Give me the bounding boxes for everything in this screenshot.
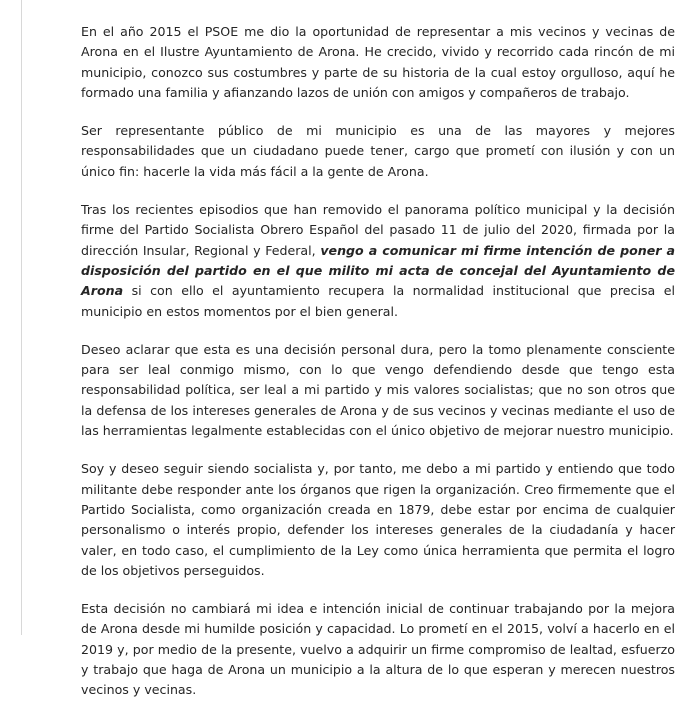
paragraph-3-emphasis: vengo a comunicar mi firme intención de poner a disposición del partido en el que milito mi acta de concejal del Ayuntamiento de Arona bbox=[81, 242, 675, 299]
letter-body bbox=[81, 22, 675, 701]
paragraph-3-outro: si con ello el ayuntamiento recupera la normalidad institucional que precisa el municipio en estos momentos por el bien general. bbox=[81, 283, 675, 319]
paragraph-6: Esta decisión no cambiará mi idea e intención inicial de continuar trabajando por la mejora de Arona desde mi humilde posición y capacidad. Lo prometí en el 2015, volví a hacerlo en el 2019 y, por medio de la presente, vuelvo a adquirir un firme compromiso de lealtad, esfuerzo y trabajo que haga de Arona un municipio a la altura de lo que esperan y merecen nuestros vecinos y vecinas. bbox=[81, 601, 675, 698]
paragraph-4: Deseo aclarar que esta es una decisión personal dura, pero la tomo plenamente consciente para ser leal conmigo mismo, con lo que vengo defendiendo desde que tengo esta responsabilidad política, ser leal a mi partido y mis valores socialistas; que no son otros que la defensa de los intereses generales de Arona y de sus vecinos y vecinas mediante el uso de las herramientas legalmente establecidas con el único objetivo de mejorar nuestro municipio. bbox=[81, 341, 675, 439]
scan-edge-line bbox=[21, 0, 22, 635]
paragraph-1: En el año 2015 el PSOE me dio la oportunidad de representar a mis vecinos y vecinas de Arona en el Ilustre Ayuntamiento de Arona. He crecido, vivido y recorrido cada rincón de mi municipio, conozco sus costumbres y parte de su historia de la cual estoy orgulloso, aquí he formado una familia y afianzando lazos de unión con amigos y compañeros de trabajo. bbox=[81, 24, 675, 100]
paragraph-5: Soy y deseo seguir siendo socialista y, por tanto, me debo a mi partido y entiendo que todo militante debe responder ante los órganos que rigen la organización. Creo firmemente que el Partido Socialista, como organización creada en 1879, debe estar por encima de cualquier personalismo o interés propio, defender los intereses generales de la ciudadanía y hacer valer, en todo caso, el cumplimiento de la Ley como única herramienta que permita el logro de los objetivos perseguidos. bbox=[81, 461, 675, 578]
paragraph-3 bbox=[81, 200, 675, 322]
paragraph-2: Ser representante público de mi municipio es una de las mayores y mejores responsabilidades que un ciudadano puede tener, cargo que prometí con ilusión y con un único fin: hacerle la vida más fácil a la gente de Arona. bbox=[81, 123, 675, 179]
paragraph-3-intro: Tras los recientes episodios que han removido el panorama político municipal y la decisión firme del Partido Socialista Obrero Español del pasado 11 de julio del 2020, firmada por la dirección Insular, Regional y Federal, bbox=[81, 202, 675, 258]
